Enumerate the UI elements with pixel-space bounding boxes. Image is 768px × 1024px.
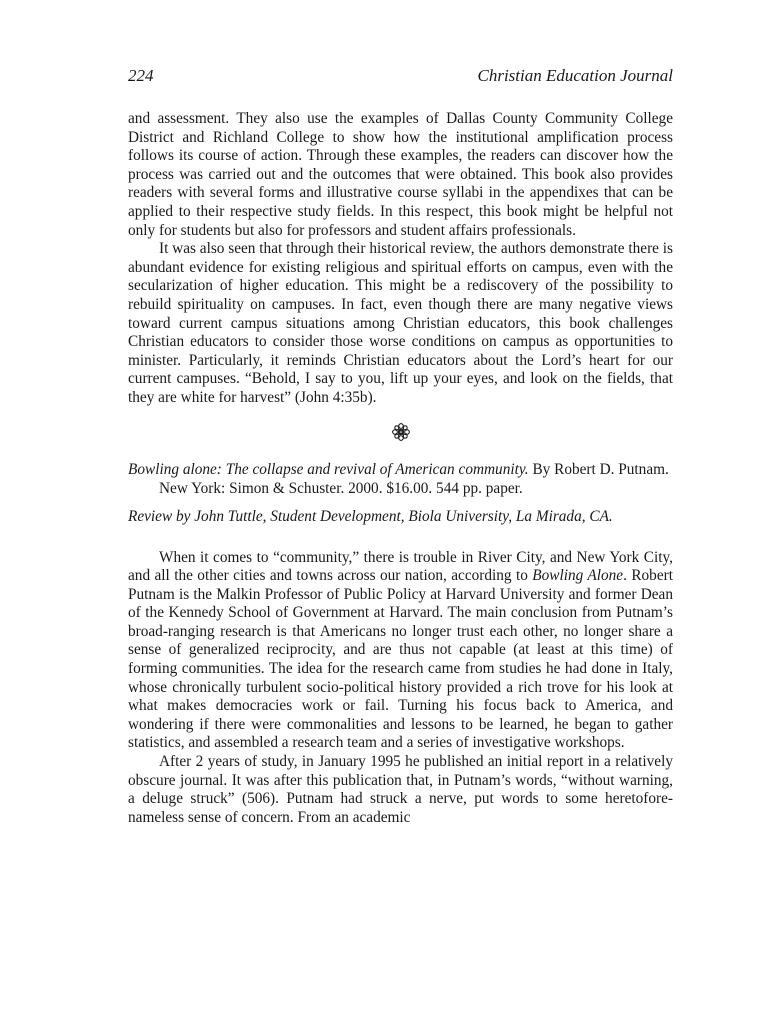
previous-review-paragraph-2: It was also seen that through their historical review, the authors demonstrate there is abundant evidence for existing religious and spiritual efforts on campus, even with the secularization of higher education. This might be a rediscovery of the possibility to rebuild spirituality on campuses. In fact, even though there are many negative views toward current campus situations among Christian educators, this book challenges Christian educators to consider those worse conditions on campus as opportunities to minister. Particularly, it reminds Christian educators about the Lord’s heart for our current campuses. “Behold, I say to you, lift up your eyes, and look on the fields, that they are white for harvest” (John 4:35b). xyxy=(128,240,673,406)
review-paragraph-1-book-title: Bowling Alone xyxy=(532,567,624,585)
book-details: By Robert D. Putnam. New York: Simon & Schuster. 2000. $16.00. 544 pp. paper. xyxy=(159,460,669,497)
book-citation xyxy=(128,460,673,498)
journal-title: Christian Education Journal xyxy=(477,66,673,85)
page-number: 224 xyxy=(128,66,154,85)
section-ornament xyxy=(128,422,673,444)
review-paragraph-1-start: When it comes to “community,” there is trouble in River City, and New York City, and all the other cities and towns across our nation, according to xyxy=(128,548,673,585)
floral-ornament-icon xyxy=(391,422,411,442)
book-title: Bowling alone: The collapse and revival of American community. xyxy=(128,460,529,478)
previous-review-text xyxy=(128,110,673,408)
review-text xyxy=(128,549,673,828)
review-paragraph-1 xyxy=(128,549,673,754)
journal-page xyxy=(128,64,673,827)
review-paragraph-1-rest: . Robert Putnam is the Malkin Professor of Public Policy at Harvard University and former Dean of the Kennedy School of Government at Harvard. The main conclusion from Putnam’s broad-ranging research is that Americans no longer trust each other, no longer share a sense of generalized reciprocity, and are thus not capable (at least at this time) of forming communities. The idea for the research came from studies he had done in Italy, whose chronically turbulent socio-political history provided a rich trove for his look at what makes democracies work or fail. Turning his focus back to America, and wondering if there were commonalities and lessons to be learned, he began to gather statistics, and assembled a research team and a series of investigative workshops. xyxy=(128,567,673,752)
review-paragraph-2: After 2 years of study, in January 1995 he published an initial report in a relatively obscure journal. It was after this publication that, in Putnam’s words, “without warning, a deluge struck” (506). Putnam had struck a nerve, put words to some heretofore-nameless sense of concern. From an academic xyxy=(128,753,673,826)
running-head xyxy=(128,64,673,88)
previous-review-paragraph-1: and assessment. They also use the examples of Dallas County Community College District and Richland College to show how the institutional amplification process follows its course of action. Through these examples, the readers can discover how the process was carried out and the outcomes that were obtained. This book also provides readers with several forms and illustrative course syllabi in the appendixes that can be applied to their respective study fields. In this respect, this book might be helpful not only for students but also for professors and student affairs professionals. xyxy=(128,110,673,239)
reviewer-byline: Review by John Tuttle, Student Development, Biola University, La Mirada, CA. xyxy=(128,507,613,525)
